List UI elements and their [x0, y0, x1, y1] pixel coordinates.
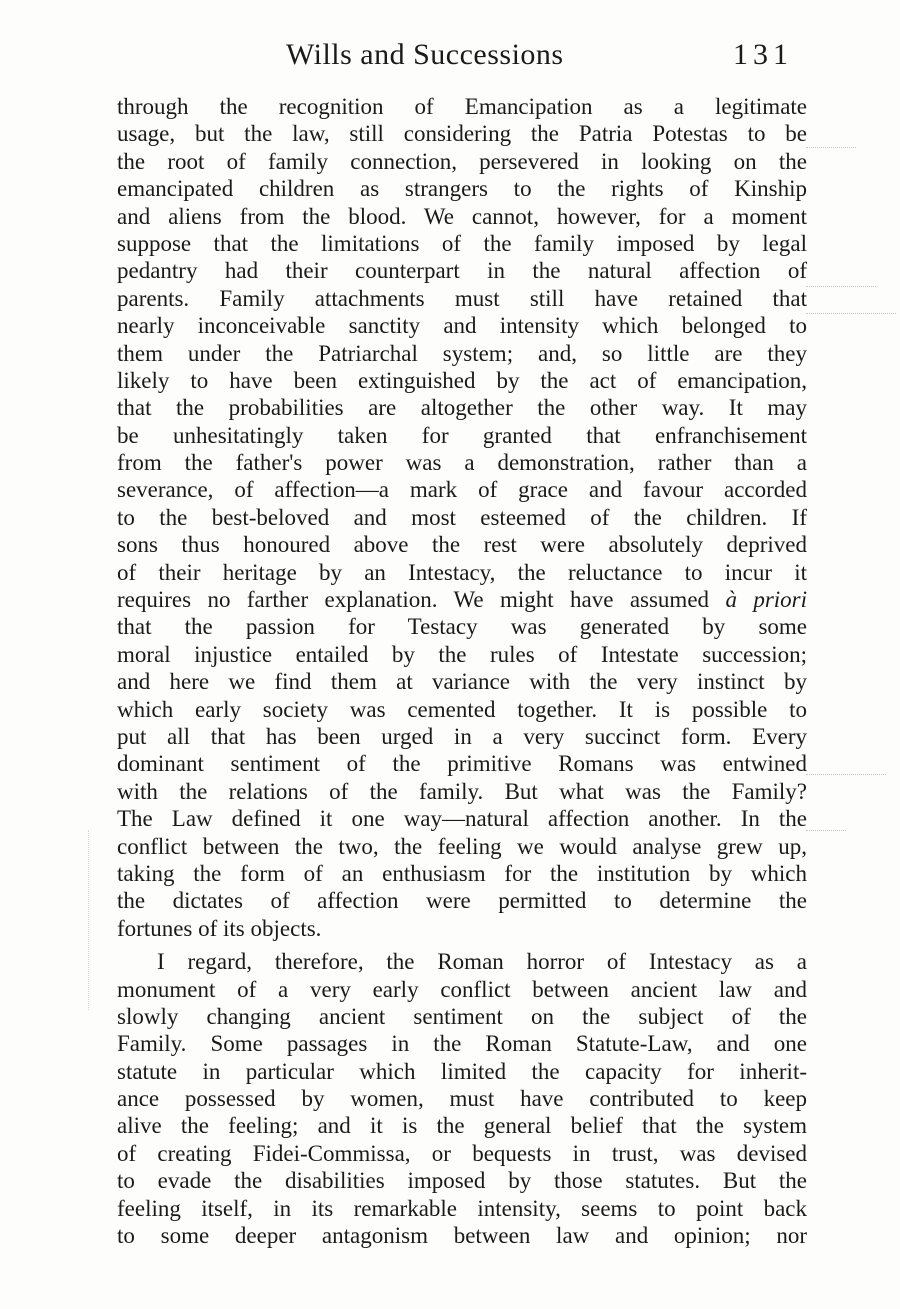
text-line: with the relations of the family. But what was the Family?: [117, 778, 807, 804]
text-line: the root of family connection, persevered in looking on the: [117, 148, 807, 174]
text-body: [117, 93, 807, 1249]
text-line: to the best-beloved and most esteemed of the children. If: [117, 504, 807, 530]
text-line: severance, of affection—a mark of grace and favour accorded: [117, 477, 807, 503]
running-head: [0, 38, 900, 78]
text-line: through the recognition of Emancipation as a legitimate: [117, 94, 807, 119]
paragraph-1: [117, 93, 807, 942]
text-line: emancipated children as strangers to the rights of Kinship: [117, 176, 807, 202]
text-line: that the passion for Testacy was generated by some: [117, 614, 807, 640]
text-line: moral injustice entailed by the rules of Intestate succession;: [117, 641, 807, 667]
text-line: alive the feeling; and it is the general belief that the system: [117, 1113, 807, 1139]
text-line: I regard, therefore, the Roman horror of Intestacy as a: [157, 949, 807, 975]
text-line: slowly changing ancient sentiment on the subject of the: [117, 1003, 807, 1029]
text-segment: requires no farther explanation. We might have assumed: [117, 587, 710, 613]
text-line: usage, but the law, still considering the Patria Potestas to be: [117, 121, 807, 147]
text-line: them under the Patriarchal system; and, so little are they: [117, 340, 807, 366]
text-line: to evade the disabilities imposed by those statutes. But the: [117, 1168, 807, 1194]
text-line: of creating Fidei-Commissa, or bequests in trust, was devised: [117, 1140, 807, 1166]
text-line: and aliens from the blood. We cannot, however, for a moment: [117, 203, 807, 229]
italic-phrase: à priori: [725, 587, 808, 613]
scan-speck: [806, 830, 846, 832]
scan-speck: [806, 147, 856, 149]
text-line: from the father's power was a demonstration, rather than a: [117, 450, 807, 476]
text-line: parents. Family attachments must still have retained that: [117, 285, 807, 311]
text-line: put all that has been urged in a very succinct form. Every: [117, 723, 807, 749]
text-line: Family. Some passages in the Roman Statute-Law, and one: [117, 1031, 807, 1057]
text-line: and here we find them at variance with the very instinct by: [117, 669, 807, 695]
page-number: 131: [733, 38, 793, 71]
text-line: monument of a very early conflict between ancient law and: [117, 976, 807, 1002]
paragraph-2: [117, 948, 807, 1249]
text-line: nearly inconceivable sanctity and intensity which belonged to: [117, 313, 807, 339]
text-line: taking the form of an enthusiasm for the institution by which: [117, 860, 807, 886]
text-line: that the probabilities are altogether the other way. It may: [117, 395, 807, 421]
text-line-with-italic: [117, 586, 807, 613]
text-line: of their heritage by an Intestacy, the reluctance to incur it: [117, 559, 807, 585]
text-line: statute in particular which limited the capacity for inherit-: [117, 1058, 807, 1084]
running-title: Wills and Successions: [286, 38, 564, 71]
text-line: The Law defined it one way—natural affection another. In the: [117, 806, 807, 832]
text-line: dominant sentiment of the primitive Romans was entwined: [117, 751, 807, 777]
text-line: to some deeper antagonism between law and opinion; nor: [117, 1223, 807, 1249]
scan-margin-dots: [88, 830, 90, 1010]
scan-speck: [806, 313, 896, 315]
text-line: pedantry had their counterpart in the natural affection of: [117, 258, 807, 284]
text-line: ance possessed by women, must have contributed to keep: [117, 1086, 807, 1112]
scan-speck: [806, 774, 886, 776]
text-line: conflict between the two, the feeling we would analyse grew up,: [117, 833, 807, 859]
text-line: feeling itself, in its remarkable intensity, seems to point back: [117, 1195, 807, 1221]
text-line: be unhesitatingly taken for granted that enfranchisement: [117, 422, 807, 448]
text-line: the dictates of affection were permitted to determine the: [117, 888, 807, 914]
text-line: fortunes of its objects.: [117, 915, 322, 941]
text-line: which early society was cemented together. It is possible to: [117, 696, 807, 722]
scan-speck: [806, 286, 876, 288]
text-line: sons thus honoured above the rest were absolutely deprived: [117, 532, 807, 558]
text-line: suppose that the limitations of the family imposed by legal: [117, 230, 807, 256]
text-line: likely to have been extinguished by the act of emancipation,: [117, 367, 807, 393]
